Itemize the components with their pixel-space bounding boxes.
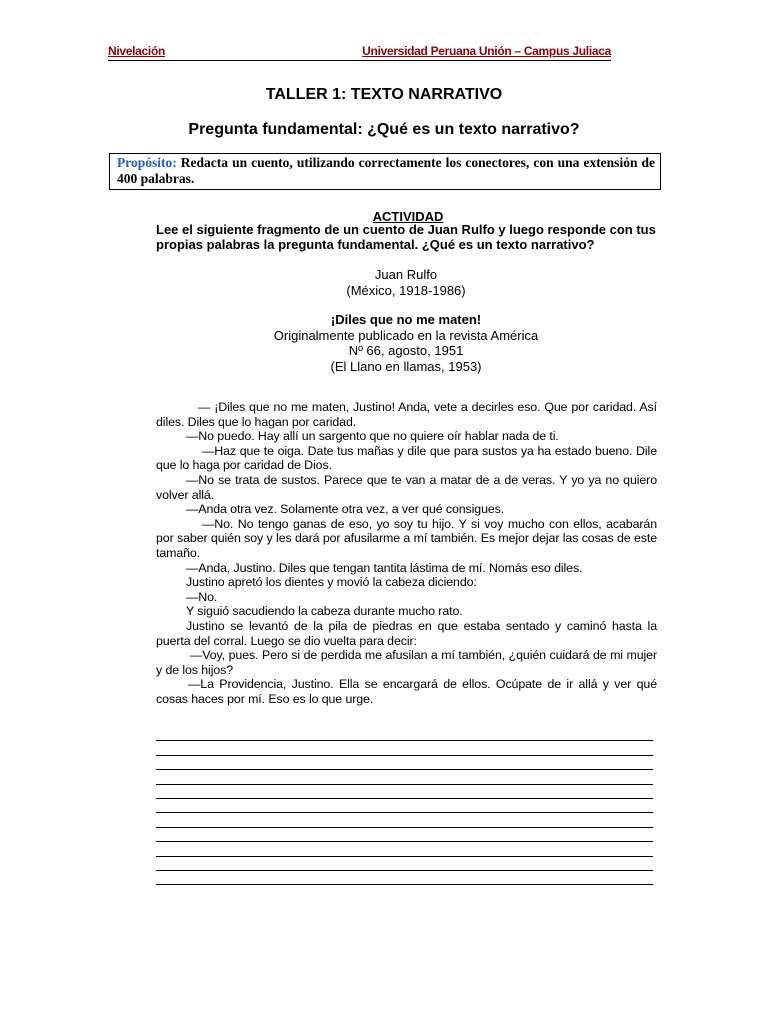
answer-line[interactable] <box>156 799 653 813</box>
story-paragraph: —No. <box>186 589 218 604</box>
purpose-box <box>109 153 661 190</box>
answer-line[interactable] <box>156 741 653 755</box>
header-university: Universidad Peruana Unión – Campus Juliaca <box>362 44 611 58</box>
answer-line[interactable] <box>156 785 653 799</box>
answer-line[interactable] <box>156 842 653 856</box>
answer-lines <box>156 727 653 885</box>
purpose-text: Redacta un cuento, utilizando correctamente los conectores, con una extensión de 400 palabras. <box>117 155 655 186</box>
activity-instructions: Lee el siguiente fragmento de un cuento de Juan Rulfo y luego responde con tus propias palabras la pregunta fundamental. ¿Qué es un texto narrativo? <box>156 222 656 252</box>
story-paragraph: —Voy, pues. Pero si de perdida me afusilan a mí también, ¿quién cuidará de mi mujer y de los hijos? <box>156 648 657 677</box>
answer-line[interactable] <box>156 871 653 885</box>
answer-line[interactable] <box>156 770 653 784</box>
story-paragraph: —No se trata de sustos. Parece que te van a matar de a de veras. Y yo ya no quiero volver allá. <box>156 472 657 502</box>
fundamental-question: Pregunta fundamental: ¿Qué es un texto narrativo? <box>188 121 580 138</box>
answer-line[interactable] <box>156 828 653 842</box>
answer-line[interactable] <box>156 727 653 741</box>
author-origin: (México, 1918-1986) <box>346 282 466 298</box>
header-course: Nivelación <box>108 44 166 58</box>
story-publication: Originalmente publicado en la revista América <box>273 327 539 343</box>
story-paragraph: —No. No tengo ganas de eso, yo soy tu hijo. Y si voy mucho con ellos, acabarán por saber quién soy y les dará por afusilarme a mí también. Es mejor dejar las cosas de este tamaño. <box>156 516 657 560</box>
story-paragraph: — ¡Diles que no me maten, Justino! Anda, vete a decirles eso. Que por caridad. Así diles. Diles que lo hagan por caridad. <box>156 400 657 429</box>
purpose-label: Propósito: <box>117 155 177 170</box>
answer-line[interactable] <box>156 756 653 770</box>
answer-line[interactable] <box>156 813 653 827</box>
story-paragraph: Justino apretó los dientes y movió la cabeza diciendo: <box>186 575 477 590</box>
activity-title: ACTIVIDAD <box>372 209 444 224</box>
story-paragraph: —Anda, Justino. Diles que tengan tantita lástima de mí. Nomás eso diles. <box>186 560 583 575</box>
story-collection: (El Llano en llamas, 1953) <box>330 358 482 374</box>
story-paragraph: —Anda otra vez. Solamente otra vez, a ver qué consigues. <box>186 502 505 517</box>
page-title: TALLER 1: TEXTO NARRATIVO <box>265 86 503 103</box>
story-paragraph: —La Providencia, Justino. Ella se encargará de ellos. Ocúpate de ir allá y ver qué cosas haces por mí. Eso es lo que urge. <box>156 677 657 706</box>
story-paragraph: —No puedo. Hay allí un sargento que no quiere oír hablar nada de ti. <box>186 429 559 444</box>
story-paragraph: Justino se levantó de la pila de piedras en que estaba sentado y caminó hasta la puerta del corral. Luego se dio vuelta para decir: <box>156 618 657 648</box>
story-info <box>156 312 656 374</box>
story-issue: Nº 66, agosto, 1951 <box>348 343 464 358</box>
author-block <box>156 267 656 298</box>
answer-line[interactable] <box>156 857 653 871</box>
story-paragraph: —Haz que te oiga. Date tus mañas y dile que para sustos ya ha estado bueno. Dile que lo haga por caridad de Dios. <box>156 443 657 473</box>
author-name: Juan Rulfo <box>374 267 438 282</box>
story-paragraph: Y siguió sacudiendo la cabeza durante mucho rato. <box>186 604 463 619</box>
page-header <box>108 44 611 61</box>
story-text <box>156 400 657 706</box>
story-title: ¡Diles que no me maten! <box>330 312 482 327</box>
